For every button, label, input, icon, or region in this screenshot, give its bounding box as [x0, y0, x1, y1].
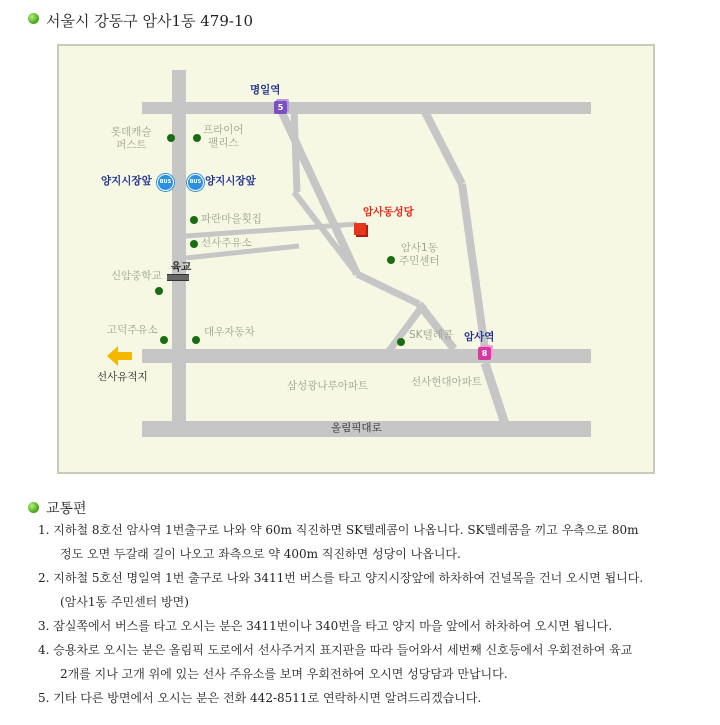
place-sk-telecom-dot: [397, 338, 405, 346]
place-yukgyo: 육교: [171, 261, 192, 273]
place-amsa-center: 암사1동 주민센터: [399, 242, 440, 267]
direction-item-continued: (암사1동 주민센터 방면): [60, 595, 189, 609]
place-sk-telecom: SK텔레콤: [409, 329, 453, 341]
road-diagonal-east: [462, 184, 485, 349]
place-sinam-school-dot: [155, 287, 163, 295]
place-seonsa-oil-dot: [190, 240, 198, 248]
road-diagonal-top-right: [424, 110, 462, 184]
direction-item: 2. 지하철 5호선 명일역 1번 출구로 나와 3411번 버스를 타고 양지시장앞에 하차하여 건널목을 건너 오시면 됩니다.: [38, 571, 644, 585]
place-godeok-oil-dot: [160, 336, 168, 344]
direction-item: 1. 지하철 8호선 암사역 1번출구로 나와 약 60m 직진하면 SK텔레콤이 나옵니다. SK텔레콤을 끼고 우측으로 80m: [38, 523, 639, 537]
location-map: [57, 44, 655, 474]
directions-list: [38, 518, 698, 710]
seonsa-site-label: 선사유적지: [97, 371, 148, 383]
arrow-left-icon: [107, 346, 133, 366]
myeongil-station-icon[interactable]: 5: [274, 101, 287, 114]
place-lotte-castle-dot: [167, 134, 175, 142]
direction-item: 3. 잠실쪽에서 버스를 타고 오시는 분은 3411번이나 340번을 타고 양지 마을 앞에서 하차하여 오시면 됩니다.: [38, 619, 613, 633]
road-diagonal-left: [389, 304, 424, 351]
place-seonsa-oil: 선사주유소: [201, 237, 252, 249]
bus-stop-left-label: 양지시장앞: [101, 175, 152, 187]
place-lotte-castle: 롯데캐슬 퍼스트: [111, 126, 152, 151]
road-diagonal-to-olympic: [485, 363, 505, 424]
bus-stop-right-icon[interactable]: BUS: [187, 174, 204, 191]
pedestrian-bridge-icon: [167, 274, 189, 281]
church-marker-icon[interactable]: [354, 223, 366, 235]
place-parkrang: 파란마을횟집: [201, 213, 262, 225]
myeongil-station-label: 명일역: [250, 84, 281, 96]
amsa-station-icon[interactable]: 8: [478, 347, 491, 360]
amsa-station-label: 암사역: [464, 331, 495, 343]
transport-bullet-icon: [28, 502, 39, 513]
road-diagonal-church: [357, 274, 419, 304]
place-daewoo-dot: [192, 336, 200, 344]
place-sinam-school: 신암중학교: [111, 270, 162, 282]
place-daewoo: 대우자동차: [204, 326, 255, 338]
bus-stop-left-icon[interactable]: BUS: [157, 174, 174, 191]
place-godeok-oil: 고덕주유소: [107, 324, 158, 336]
bus-stop-right-label: 양지시장앞: [205, 175, 256, 187]
place-amsa-center-dot: [387, 256, 395, 264]
road-network: [59, 46, 653, 472]
place-samsung-apt: 삼성광나루아파트: [287, 380, 369, 392]
address-heading: 서울시 강동구 암사1동 479-10: [46, 12, 254, 30]
address-bullet-icon: [28, 13, 39, 24]
place-prior-palace: 프라이어 팰리스: [203, 124, 244, 149]
place-prior-palace-dot: [193, 134, 201, 142]
road-vertical-center: [294, 108, 297, 192]
direction-item: 4. 승용차로 오시는 분은 올림픽 도로에서 선사주거지 표지판을 따라 들어와서 세번째 신호등에서 우회전하여 육교: [38, 643, 633, 657]
church-label: 암사동성당: [363, 206, 414, 218]
place-seonsa-hyundai-apt: 선사현대아파트: [411, 376, 483, 388]
road-diagonal-south: [419, 304, 454, 349]
direction-item-continued: 2개를 지나 고개 위에 있는 선사 주유소를 보며 우회전하여 오시면 성당담과 만납니다.: [60, 667, 508, 681]
direction-item: 5. 기타 다른 방면에서 오시는 분은 전화 442-8511로 연락하시면 알려드리겠습니다.: [38, 691, 482, 705]
place-parkrang-dot: [190, 216, 198, 224]
olympic-road-label: 올림픽대로: [331, 422, 382, 434]
transport-heading: 교통편: [46, 501, 87, 517]
direction-item-continued: 정도 오면 두갈래 길이 나오고 좌측으로 약 400m 직진하면 성당이 나옵니다.: [60, 547, 461, 561]
